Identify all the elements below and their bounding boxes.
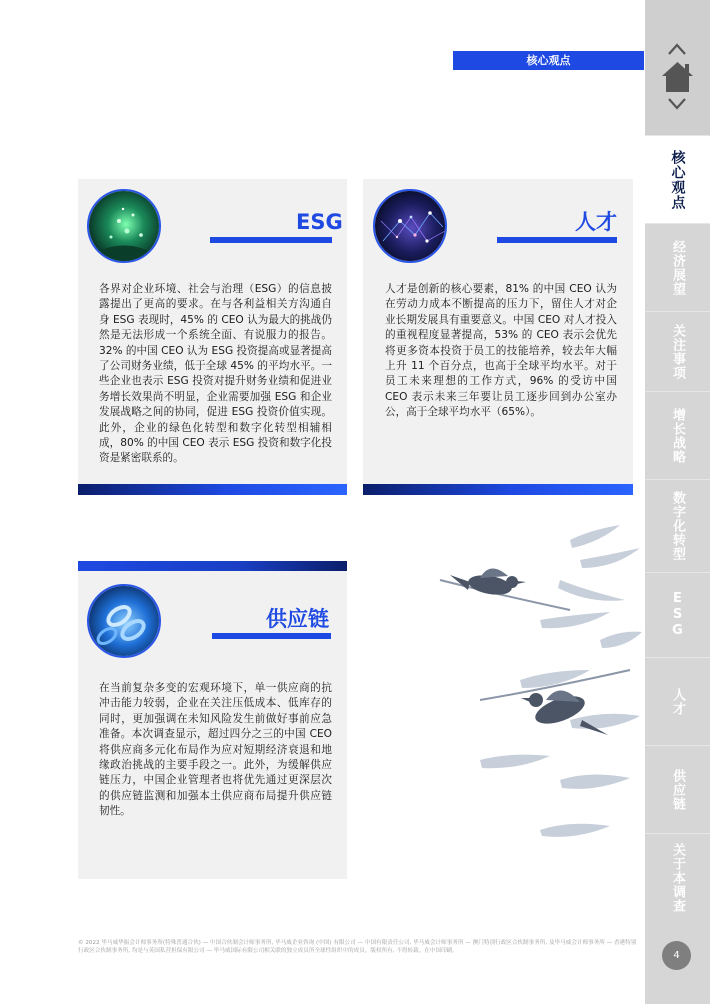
- esg-title: ESG: [296, 210, 343, 234]
- talent-title-bar: [497, 237, 617, 243]
- talent-card-strip: [363, 484, 633, 495]
- esg-card-strip: [78, 484, 347, 495]
- home-icon[interactable]: [661, 61, 694, 93]
- talent-image: [373, 189, 447, 263]
- esg-title-bar: [210, 237, 332, 243]
- supply-image: [87, 584, 161, 658]
- supply-body: 在当前复杂多变的宏观环境下，单一供应商的抗冲击能力较弱，企业在关注压低成本、低库存的同时，更加强调在未知风险发生前做好事前应急准备。本次调查显示，超过四分之三的中国 CEO 将供应商多元化布局作为应对短期经济衰退和地缘政治挑战的主要手段之一。此外，为缓解供应链压力，中国企业管理者也将优先通过更深层次的供应链监测和加强本土供应商布局提升供应链韧性。: [99, 682, 332, 818]
- side-nav: [645, 0, 710, 1004]
- nav-item-core-views[interactable]: 核心观点: [645, 135, 710, 223]
- bamboo-birds-painting: [420, 520, 645, 885]
- section-tag: 核心观点: [453, 51, 644, 70]
- nav-item-esg[interactable]: ESG: [645, 572, 710, 657]
- nav-item-digital-transformation[interactable]: 数字化转型: [645, 479, 710, 572]
- nav-item-about-survey[interactable]: 关于本调查: [645, 833, 710, 921]
- chevron-down-icon[interactable]: [667, 97, 687, 111]
- talent-body: 人才是创新的核心要素，81% 的中国 CEO 认为在劳动力成本不断提高的压力下，留住人才对企业长期发展具有重要意义。中国 CEO 对人才投入的重视程度显著提高，53% 的 CEO 表示会优先将更多资本投资于员工的技能培养，较去年大幅上升 11 个百分点，也高于全球平均水平。对于员工未来理想的工作方式，96% 的受访中国 CEO 表示未来三年要让员工逐步回到办公室办公，高于全球平均水平（65%）。: [385, 283, 617, 419]
- nav-item-concerns[interactable]: 关注事项: [645, 311, 710, 391]
- nav-item-talent[interactable]: 人才: [645, 657, 710, 745]
- supply-title: 供应链: [266, 607, 329, 631]
- talent-title: 人才: [575, 210, 617, 234]
- esg-image: [87, 189, 161, 263]
- chevron-up-icon[interactable]: [667, 42, 687, 56]
- nav-top: [645, 0, 710, 135]
- esg-body: 各界对企业环境、社会与治理（ESG）的信息披露提出了更高的要求。在与各利益相关方沟通自身 ESG 表现时，45% 的 CEO 认为最大的挑战仍然是无法形成一个系统全面、有说服力的报告。32% 的中国 CEO 认为 ESG 投资提高或显著提高了公司财务业绩，低于全球 45% 的平均水平。一些企业也表示 ESG 投资对提升财务业绩和促进业务增长效果尚不明显，企业需要加强 ESG 和企业发展战略之间的协同，促进 ESG 投资价值实现。此外，企业的绿色化转型和数字化转型相辅相成，80% 的中国 CEO 表示 ESG 投资和数字化投资是紧密联系的。: [99, 283, 332, 465]
- nav-item-supply-chain[interactable]: 供应链: [645, 745, 710, 833]
- supply-title-bar: [212, 633, 331, 639]
- footer-copyright: © 2022 毕马威华振会计师事务所(特殊普通合伙) — 中国合伙制会计师事务所, 毕马威企业咨询 (中国) 有限公司 — 中国有限责任公司, 毕马威会计师事务所 — 澳门特别行政区合伙制事务所, 及毕马威会计师事务所 — 香港特别行政区合伙制事务所, 均是与英国私营担保有限公司 — 毕马威国际有限公司相关联的独立成员所全球性组织中的成员。版权所有, 不得转载。在中国印刷。: [78, 940, 637, 954]
- nav-item-growth-strategy[interactable]: 增长战略: [645, 391, 710, 479]
- nav-item-economic-outlook[interactable]: 经济展望: [645, 223, 710, 311]
- page-number: 4: [662, 941, 691, 970]
